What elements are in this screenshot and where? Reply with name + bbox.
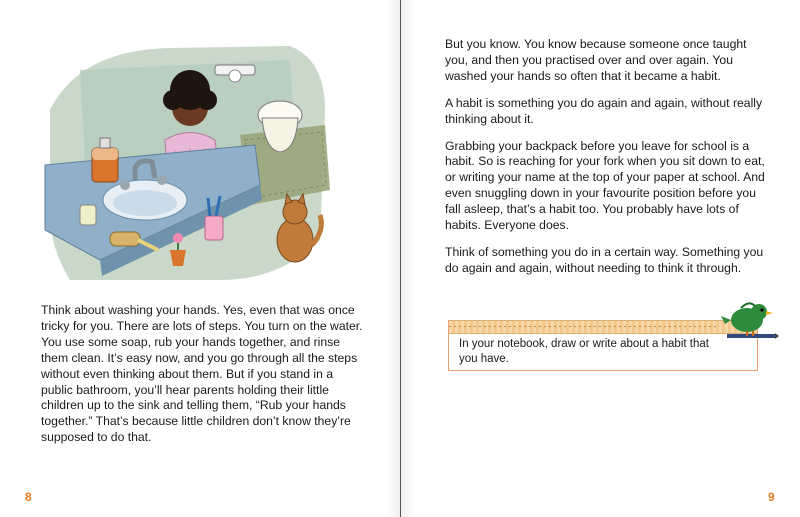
page-number-left: 8	[25, 490, 32, 504]
right-paragraph-3: Grabbing your backpack before you leave for school is a habit. So is reaching for your fork when you sit down to eat, or writing your name at the top of your paper at school. And even snuggling down in your favourite position before you fall asleep, that’s a habit too. You probably have lots of habits. Everyone does.	[445, 138, 765, 233]
right-paragraph-1: But you know. You know because someone once taught you, and then you practised over and over again. You washed your hands so often that it became a habit.	[445, 37, 747, 83]
right-paragraph-2: A habit is something you do again and again, without really thinking about it.	[445, 95, 763, 126]
right-paragraph-4: Think of something you do in a certain way. Something you do again and again, without needing to think it through.	[445, 244, 764, 275]
activity-box	[448, 320, 758, 371]
left-paragraph: Think about washing your hands. Yes, even that was once tricky for you. There are lots of steps. You turn on the water. You use some soap, rub your hands together, and rinse them clean. It’s easy now, and you go through all the steps without even thinking about them. But if you stand in a public bathroom, you’ll hear parents holding their little children up to the sink and telling them, “Rub your hands together.” That’s because little children don’t know they’re supposed to do that.	[41, 303, 363, 445]
pencil-icon	[449, 320, 757, 334]
girl-washing-hands-illustration	[40, 40, 330, 285]
right-text-block	[445, 37, 765, 288]
right-page	[401, 0, 800, 517]
green-bird-on-pencil-icon	[719, 298, 779, 350]
page-number-right: 9	[768, 490, 775, 504]
activity-text: In your notebook, draw or write about a habit that you have.	[459, 338, 709, 365]
